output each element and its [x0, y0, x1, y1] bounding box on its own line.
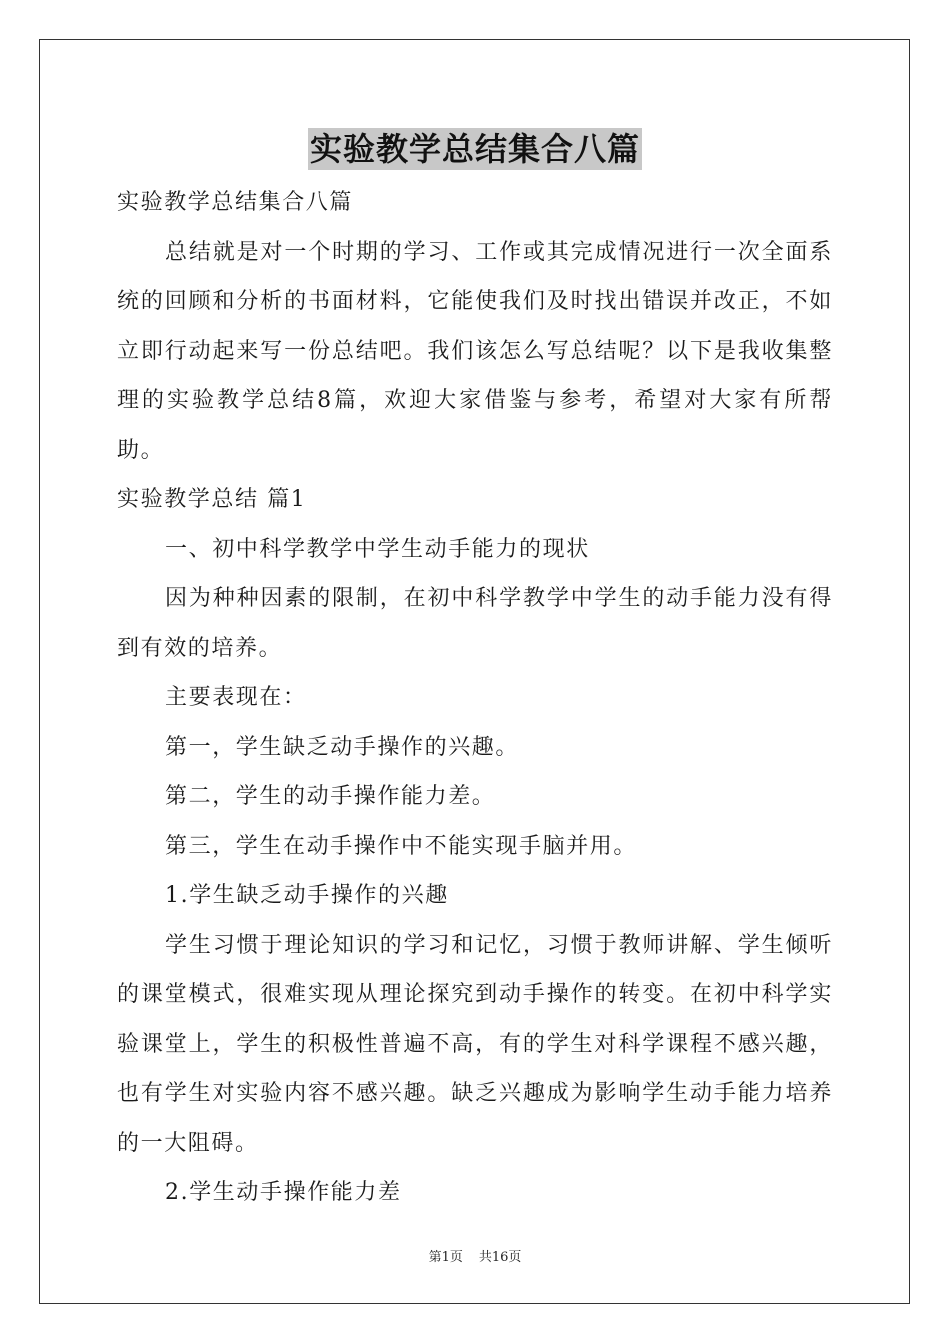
intro-paragraph: 总结就是对一个时期的学习、工作或其完成情况进行一次全面系统的回顾和分析的书面材料，它能使我们及时找出错误并改正，不如立即行动起来写一份总结吧。我们该怎么写总结呢？以下是我收集整理的实验教学总结8篇，欢迎大家借鉴与参考，希望对大家有所帮助。	[117, 239, 833, 463]
paragraph: 因为种种因素的限制，在初中科学教学中学生的动手能力没有得到有效的培养。	[117, 586, 833, 661]
page-number: 第1页	[428, 1250, 463, 1265]
title-container	[0, 128, 950, 170]
subtitle-line: 实验教学总结集合八篇	[117, 190, 354, 215]
document-title: 实验教学总结集合八篇	[309, 130, 640, 168]
list-item: 第三，学生在动手操作中不能实现手脑并用。	[165, 833, 638, 859]
numbered-heading: 1.学生缺乏动手操作的兴趣	[165, 883, 449, 908]
list-item: 第二，学生的动手操作能力差。	[165, 784, 496, 809]
document-body	[117, 178, 833, 1218]
list-item: 第一，学生缺乏动手操作的兴趣。	[165, 734, 520, 760]
page-footer	[0, 1246, 950, 1265]
paragraph: 学生习惯于理论知识的学习和记忆，习惯于教师讲解、学生倾听的课堂模式，很难实现从理论探究到动手操作的转变。在初中科学实验课堂上，学生的积极性普遍不高，有的学生对科学课程不感兴趣，也有学生对实验内容不感兴趣。缺乏兴趣成为影响学生动手能力培养的一大阻碍。	[117, 932, 833, 1156]
subsection-heading: 一、初中科学教学中学生动手能力的现状	[165, 536, 590, 562]
numbered-heading: 2.学生动手操作能力差	[165, 1180, 402, 1205]
paragraph: 主要表现在：	[165, 685, 307, 710]
section-heading: 实验教学总结 篇1	[117, 487, 307, 512]
page-total: 共16页	[478, 1250, 522, 1265]
